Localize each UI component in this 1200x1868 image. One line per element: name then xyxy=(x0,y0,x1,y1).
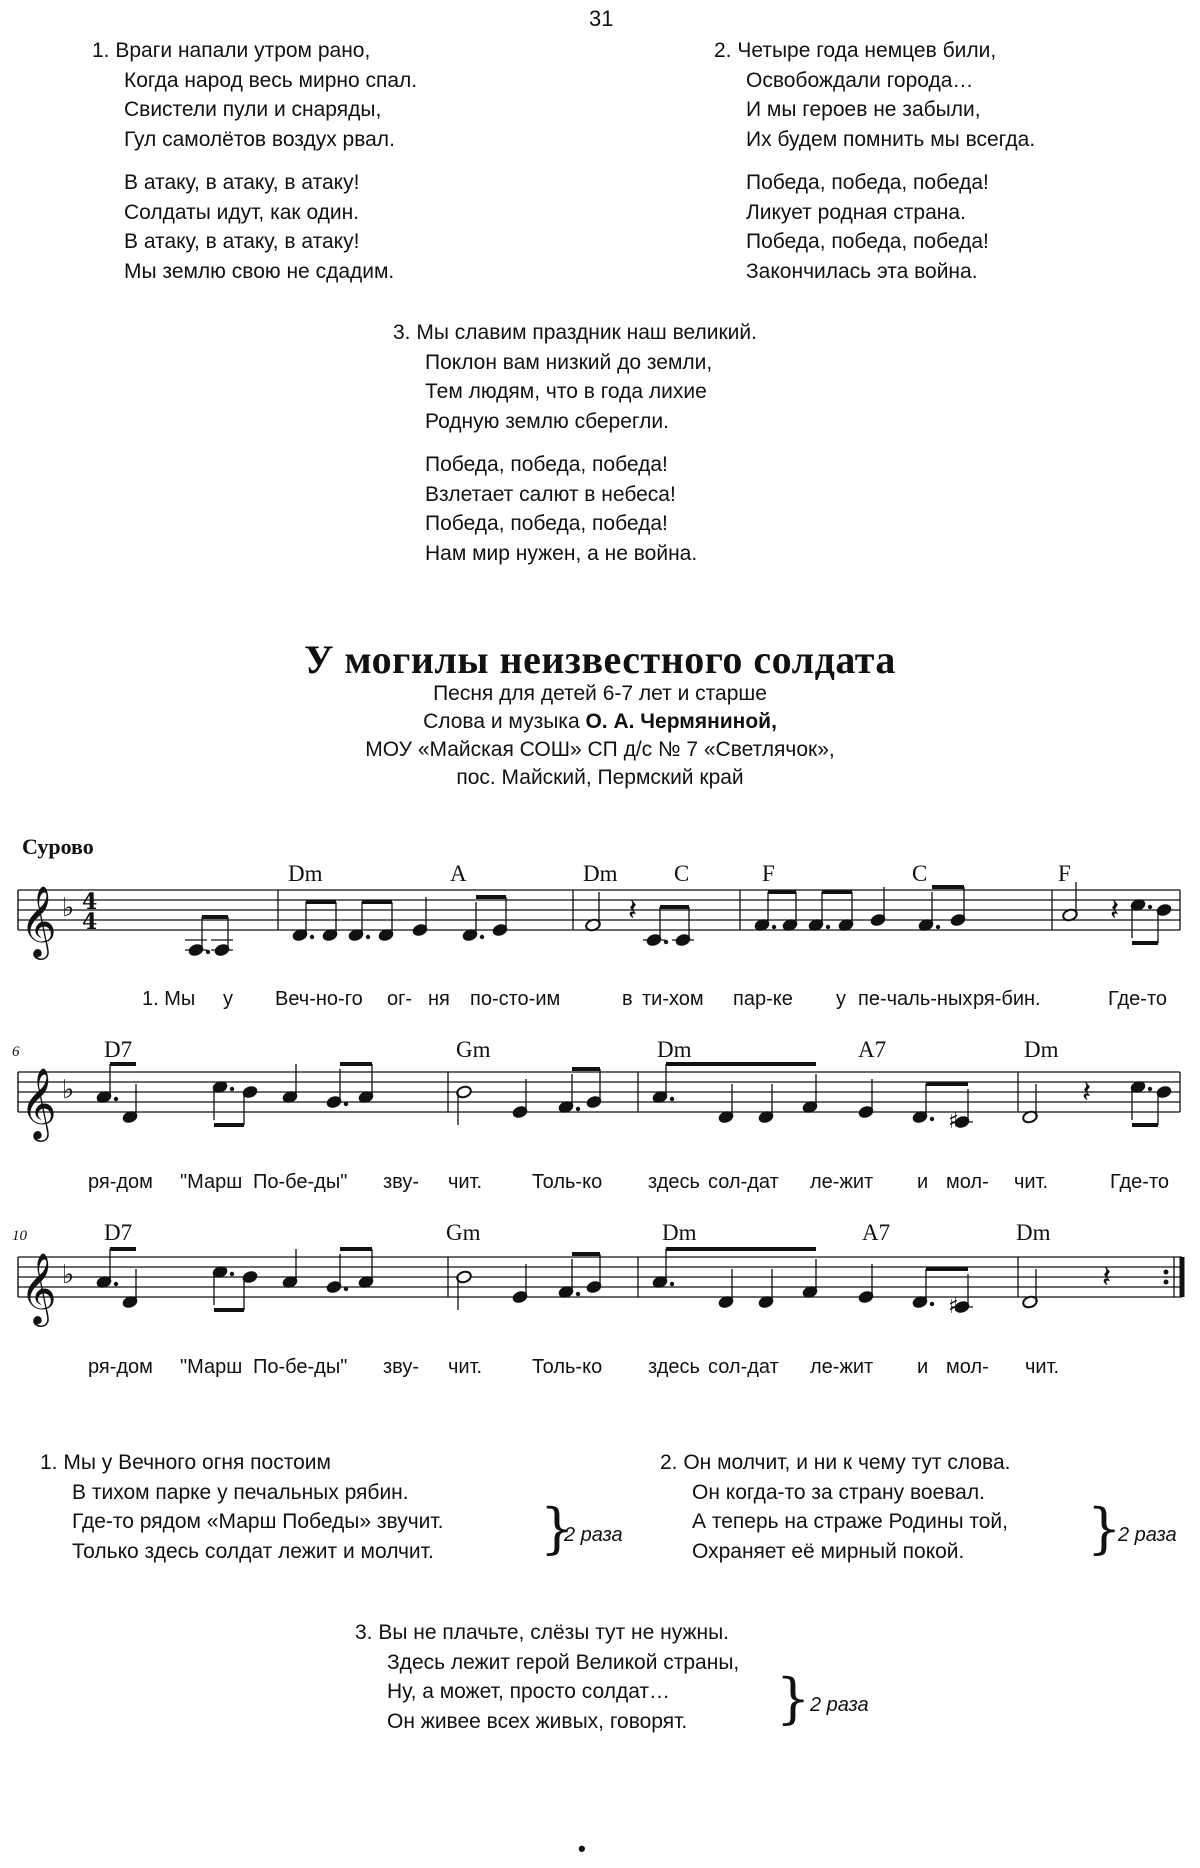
chord-symbol: F xyxy=(762,861,775,886)
lyric-syllable: Толь-ко xyxy=(532,1356,603,1378)
measure-number: 6 xyxy=(12,1044,20,1060)
augmentation-dot xyxy=(230,1272,234,1276)
lyric-syllable: и xyxy=(917,1171,929,1193)
sharp-icon: ♯ xyxy=(948,1294,959,1319)
lyric-syllable: По-бе-ды" xyxy=(253,1356,348,1378)
refrain-line: Победа, победа, победа! xyxy=(425,453,668,476)
lyric-syllable: ря-бин. xyxy=(973,988,1041,1010)
repeat-label: 2 раза xyxy=(1118,1524,1177,1546)
time-signature-bottom: 4 xyxy=(82,909,98,935)
time-signature-top: 4 xyxy=(82,889,98,915)
augmentation-dot xyxy=(772,925,776,929)
credits-prefix: Слова и музыка xyxy=(423,710,586,733)
lyric-syllable: зву- xyxy=(383,1171,420,1193)
verse-line: Охраняет её мирный покой. xyxy=(692,1539,965,1563)
augmentation-dot xyxy=(114,1282,118,1286)
verse-line: Он живее всех живых, говорят. xyxy=(387,1709,688,1733)
quarter-rest-icon: 𝄽 xyxy=(1110,893,1120,928)
lyric-syllable: По-бе-ды" xyxy=(253,1171,348,1193)
verse-line: Ну, а может, просто солдат… xyxy=(387,1680,671,1703)
verse-line: Когда народ весь мирно спал. xyxy=(124,68,418,92)
lyric-syllable: в xyxy=(622,988,633,1010)
lyric-syllable: зву- xyxy=(383,1356,420,1378)
quarter-rest-icon: 𝄽 xyxy=(1082,1075,1092,1110)
lyric-syllable: пе-чаль-ных xyxy=(858,988,973,1010)
chord-symbol: A7 xyxy=(858,1037,887,1062)
quarter-rest-icon: 𝄽 xyxy=(1102,1260,1112,1295)
repeat-brace: } xyxy=(776,1667,811,1730)
verse-line: 2. Он молчит, и ни к чему тут слова. xyxy=(660,1451,1011,1474)
lyric-syllable: ле-жит xyxy=(810,1356,874,1378)
verse-line: Свистели пули и снаряды, xyxy=(124,98,382,121)
verse-line: Освобождали города… xyxy=(746,68,974,92)
augmentation-dot xyxy=(670,1097,674,1101)
lyric-syllable: 1. Мы xyxy=(142,988,196,1010)
lyric-syllable: ря-дом xyxy=(88,1356,153,1378)
song-location: пос. Майский, Пермский край xyxy=(456,766,744,789)
augmentation-dot xyxy=(310,935,314,939)
verse-line: А теперь на страже Родины той, xyxy=(692,1510,1008,1533)
verse-line: 2. Четыре года немцев били, xyxy=(714,39,997,62)
chord-symbol: A7 xyxy=(862,1220,891,1245)
verse-line: В тихом парке у печальных рябин. xyxy=(72,1480,409,1504)
verse-line: 1. Враги напали утром рано, xyxy=(92,39,371,62)
lyric-syllable: ря-дом xyxy=(88,1171,153,1193)
lyric-syllable: сол-дат xyxy=(708,1171,779,1193)
chord-symbol: Dm xyxy=(288,861,323,886)
treble-clef-icon: 𝄞 xyxy=(20,1066,57,1139)
lyric-syllable: мол- xyxy=(946,1356,989,1378)
lyric-syllable: Веч-но-го xyxy=(275,988,363,1010)
chord-symbol: Gm xyxy=(446,1220,481,1245)
verse-line: Родную землю сберегли. xyxy=(425,409,669,433)
chord-symbol: Dm xyxy=(583,861,618,886)
chord-symbol: Dm xyxy=(662,1220,697,1245)
lyric-syllable: ле-жит xyxy=(810,1171,874,1193)
chord-symbol: Dm xyxy=(657,1037,692,1062)
augmentation-dot xyxy=(576,1292,580,1296)
chord-symbol: C xyxy=(674,861,690,886)
augmentation-dot xyxy=(1148,1087,1152,1091)
augmentation-dot xyxy=(936,925,940,929)
augmentation-dot xyxy=(826,925,830,929)
song-institution: МОУ «Майская СОШ» СП д/с № 7 «Светлячок», xyxy=(365,738,835,761)
augmentation-dot xyxy=(670,1282,674,1286)
verse-line: Поклон вам низкий до земли, xyxy=(425,350,713,374)
augmentation-dot xyxy=(480,935,484,939)
song-title: У могилы неизвестного солдата xyxy=(304,637,896,682)
song-subtitle: Песня для детей 6-7 лет и старше xyxy=(433,682,767,705)
lyric-syllable: мол- xyxy=(946,1171,989,1193)
verse-line: Здесь лежит герой Великой страны, xyxy=(387,1650,740,1674)
lyric-syllable: ог- xyxy=(387,988,413,1010)
verse-line: Гул самолётов воздух рвал. xyxy=(124,127,395,151)
lyric-syllable: Толь-ко xyxy=(532,1171,603,1193)
lyric-syllable: чит. xyxy=(1025,1356,1060,1378)
lyric-syllable: сол-дат xyxy=(708,1356,779,1378)
chord-symbol: C xyxy=(912,861,928,886)
repeat-dot xyxy=(1164,1280,1169,1285)
refrain-line: Победа, победа, победа! xyxy=(746,230,989,253)
augmentation-dot xyxy=(206,950,210,954)
chord-symbol: A xyxy=(450,861,467,886)
song2-verse3 xyxy=(355,1618,739,1736)
lyric-syllable: "Марш xyxy=(180,1171,243,1193)
augmentation-dot xyxy=(576,1107,580,1111)
augmentation-dot xyxy=(930,1117,934,1121)
page-ornament: • xyxy=(578,1836,586,1861)
lyric-syllable: у xyxy=(836,988,846,1010)
verse-line: 1. Мы у Вечного огня постоим xyxy=(40,1451,331,1474)
verse-line: Их будем помнить мы всегда. xyxy=(746,127,1036,151)
refrain-line: В атаку, в атаку, в атаку! xyxy=(124,171,360,194)
treble-clef-icon: 𝄞 xyxy=(20,884,57,957)
lyric-syllable: ти-хом xyxy=(642,988,704,1010)
sharp-icon: ♯ xyxy=(948,1109,959,1134)
refrain-line: Солдаты идут, как один. xyxy=(124,200,360,224)
lyric-syllable: чит. xyxy=(1014,1171,1049,1193)
treble-clef-icon: 𝄞 xyxy=(20,1251,57,1324)
repeat-dot xyxy=(1164,1270,1169,1275)
chord-symbol: F xyxy=(1058,861,1071,886)
refrain-line: Взлетает салют в небеса! xyxy=(425,482,676,506)
lyric-syllable: здесь xyxy=(648,1171,700,1193)
verse-line: Только здесь солдат лежит и молчит. xyxy=(72,1539,434,1563)
lyric-syllable: пар-ке xyxy=(733,988,793,1010)
measure-number: 10 xyxy=(12,1228,27,1244)
refrain-line: Победа, победа, победа! xyxy=(425,512,668,535)
flat-icon: ♭ xyxy=(62,893,75,923)
lyric-syllable: и xyxy=(917,1356,929,1378)
quarter-rest-icon: 𝄽 xyxy=(628,893,638,928)
flat-icon: ♭ xyxy=(62,1260,75,1290)
lyric-syllable: "Марш xyxy=(180,1356,243,1378)
refrain-line: Мы землю свою не сдадим. xyxy=(124,259,395,283)
chord-symbol: D7 xyxy=(104,1220,133,1245)
augmentation-dot xyxy=(344,1102,348,1106)
lyric-syllable: ня xyxy=(428,988,450,1010)
verse-line: 3. Вы не плачьте, слёзы тут не нужны. xyxy=(355,1621,730,1644)
verse-line: Тем людям, что в года лихие xyxy=(425,380,707,403)
verse-line: Где-то рядом «Марш Победы» звучит. xyxy=(72,1510,444,1533)
verse-line: 3. Мы славим праздник наш великий. xyxy=(393,321,757,344)
song2-verse1 xyxy=(40,1448,444,1566)
augmentation-dot xyxy=(366,935,370,939)
repeat-label: 2 раза xyxy=(810,1694,869,1716)
flat-icon: ♭ xyxy=(62,1075,75,1105)
refrain-line: В атаку, в атаку, в атаку! xyxy=(124,230,360,253)
verse-line: Он когда-то за страну воевал. xyxy=(692,1480,985,1504)
credits-author: О. А. Чермяниной, xyxy=(585,710,777,733)
chord-symbol: D7 xyxy=(104,1037,133,1062)
augmentation-dot xyxy=(344,1287,348,1291)
augmentation-dot xyxy=(1148,905,1152,909)
refrain-line: Победа, победа, победа! xyxy=(746,171,989,194)
verse-line: И мы героев не забыли, xyxy=(746,98,981,121)
chord-symbol: Dm xyxy=(1024,1037,1059,1062)
refrain-line: Ликует родная страна. xyxy=(746,200,966,224)
lyric-syllable: Где-то xyxy=(1110,1171,1170,1193)
repeat-brace: } xyxy=(540,1497,575,1560)
augmentation-dot xyxy=(664,940,668,944)
tempo-marking: Сурово xyxy=(22,834,94,859)
refrain-line: Закончилась эта война. xyxy=(746,259,978,283)
lyric-syllable: чит. xyxy=(448,1356,483,1378)
lyric-syllable: Где-то xyxy=(1108,988,1168,1010)
chord-symbol: Gm xyxy=(456,1037,491,1062)
lyric-syllable: у xyxy=(223,988,233,1010)
lyric-syllable: чит. xyxy=(448,1171,483,1193)
lyric-syllable: по-сто-им xyxy=(470,988,561,1010)
repeat-label: 2 раза xyxy=(564,1524,623,1546)
refrain-line: Нам мир нужен, а не война. xyxy=(425,541,698,565)
repeat-brace: } xyxy=(1087,1497,1122,1560)
song2-verse2 xyxy=(660,1448,1010,1566)
chord-symbol: Dm xyxy=(1016,1220,1051,1245)
score-layer xyxy=(18,882,1182,1327)
lyric-syllable: здесь xyxy=(648,1356,700,1378)
page-number: 31 xyxy=(589,6,614,31)
augmentation-dot xyxy=(114,1097,118,1101)
augmentation-dot xyxy=(230,1087,234,1091)
augmentation-dot xyxy=(930,1302,934,1306)
